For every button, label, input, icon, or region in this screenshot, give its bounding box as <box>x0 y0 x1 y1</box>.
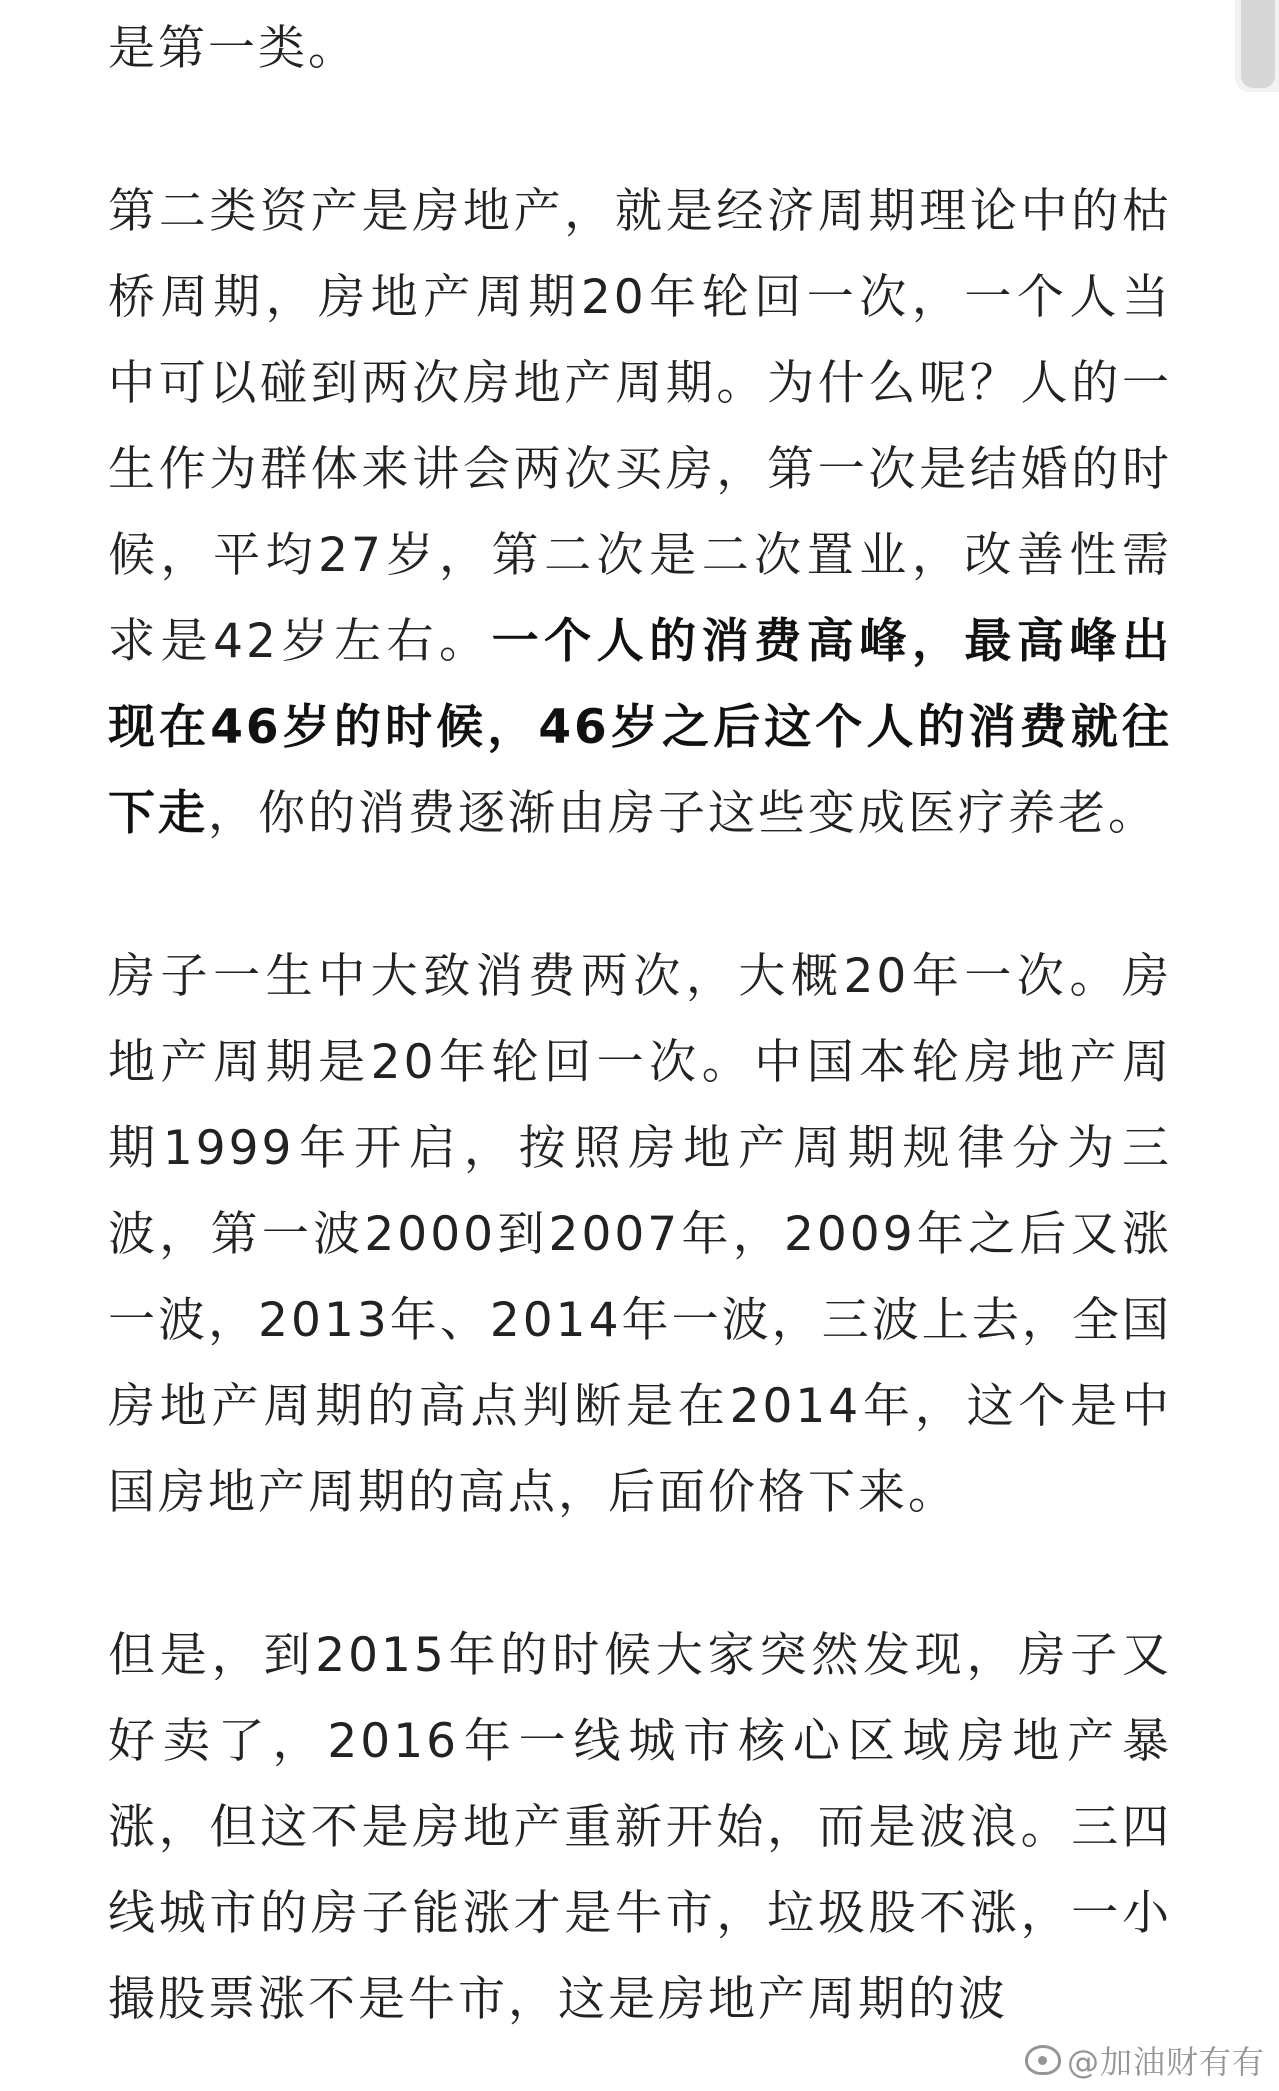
paragraph-2-tail-text: ，你的消费逐渐由房子这些变成医疗养老。 <box>208 786 1158 841</box>
paragraph-3-text: 房子一生中大致消费两次，大概20年一次。房地产周期是20年轮回一次。中国本轮房地产周期1999年开启，按照房地产周期规律分为三波，第一波2000到2007年，2009年之后又涨一波，2013年、2014年一波，三波上去，全国房地产周期的高点判断是在2014年，这个是中国房地产周期的高点，后面价格下来。 <box>108 949 1172 1520</box>
paragraph-1 <box>108 6 1172 92</box>
paragraph-4-text: 但是，到2015年的时候大家突然发现，房子又好卖了，2016年一线城市核心区域房地产暴涨，但这不是房地产重新开始，而是波浪。三四线城市的房子能涨才是牛市，垃圾股不涨，一小撮股票涨不是牛市，这是房地产周期的波 <box>108 1628 1172 2027</box>
watermark-text: @加油财有有 <box>1066 2043 1265 2081</box>
weibo-icon <box>1025 2045 1061 2075</box>
paragraph-2-text: 第二类资产是房地产，就是经济周期理论中的枯桥周期，房地产周期20年轮回一次，一个人当中可以碰到两次房地产周期。为什么呢？人的一生作为群体来讲会两次买房，第一次是结婚的时候，平均27岁，第二次是二次置业，改善性需求是42岁左右。 <box>108 184 1172 669</box>
article-body <box>108 6 1172 2091</box>
paragraph-2-bold-text: 一个人的消费高峰，最高峰出现在46岁的时候，46岁之后这个人的消费就往下走 <box>108 614 1172 841</box>
watermark <box>1025 2037 1265 2083</box>
scrollbar-track[interactable] <box>1235 0 1279 92</box>
paragraph-3 <box>108 934 1172 1536</box>
paragraph-1-text: 是第一类。 <box>108 21 358 76</box>
scrollbar-thumb[interactable] <box>1241 0 1275 88</box>
paragraph-2 <box>108 169 1172 857</box>
paragraph-4 <box>108 1613 1172 2043</box>
